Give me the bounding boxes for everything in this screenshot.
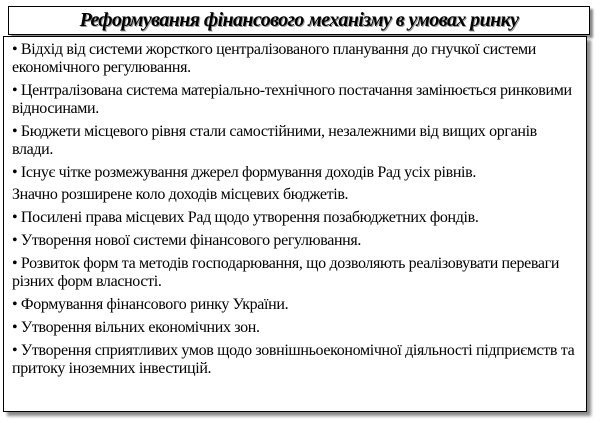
bullet-icon: •: [12, 296, 18, 313]
bullet-icon: •: [12, 209, 18, 226]
content-box: [3, 36, 587, 412]
title-box: [8, 6, 590, 35]
bullet-icon: •: [12, 232, 18, 249]
list-item: [12, 41, 580, 77]
bullet-icon: •: [12, 255, 18, 272]
list-item-text: Утворення сприятливих умов щодо зовнішньоекономічної діяльності підприємств та притоку іноземних інвестицій.: [12, 342, 575, 377]
list-item-text: Утворення нової системи фінансового регулювання.: [20, 232, 362, 249]
list-item: [12, 342, 580, 378]
list-item: [12, 123, 580, 159]
list-item: [12, 255, 580, 291]
bullet-icon: •: [12, 41, 18, 58]
list-item-text: Відхід від системи жорсткого централізованого планування до гнучкої системи економічного регулювання.: [12, 41, 536, 76]
list-item: [12, 319, 580, 337]
list-item-text: Розвиток форм та методів господарювання, що дозволяють реалізовувати переваги різних форм власності.: [12, 255, 560, 290]
list-item: [12, 82, 580, 118]
page-title: Реформування фінансового механізму в умовах ринку: [79, 9, 519, 31]
bullet-list: [12, 41, 580, 378]
list-item-text: Централізована система матеріально-технічного постачання замінюється ринковими відносинами.: [12, 82, 572, 117]
list-item-text: Бюджети місцевого рівня стали самостійними, незалежними від вищих органів влади.: [12, 123, 537, 158]
list-item-text: Існує чітке розмежування джерел формування доходів Рад усіх рівнів.: [20, 164, 477, 181]
list-item-text: Утворення вільних економічних зон.: [20, 319, 260, 336]
bullet-icon: •: [12, 164, 18, 181]
list-item: [12, 209, 580, 227]
list-item: [12, 296, 580, 314]
bullet-icon: •: [12, 82, 18, 99]
bullet-icon: •: [12, 319, 18, 336]
bullet-icon: •: [12, 342, 18, 359]
list-item-text: Посилені права місцевих Рад щодо утворення позабюджетних фондів.: [20, 209, 479, 226]
list-item-text: Формування фінансового ринку України.: [20, 296, 289, 313]
continuation-line: Значно розширене коло доходів місцевих бюджетів.: [12, 186, 349, 203]
list-item: [12, 232, 580, 250]
bullet-icon: •: [12, 123, 18, 140]
list-item: [12, 164, 580, 182]
